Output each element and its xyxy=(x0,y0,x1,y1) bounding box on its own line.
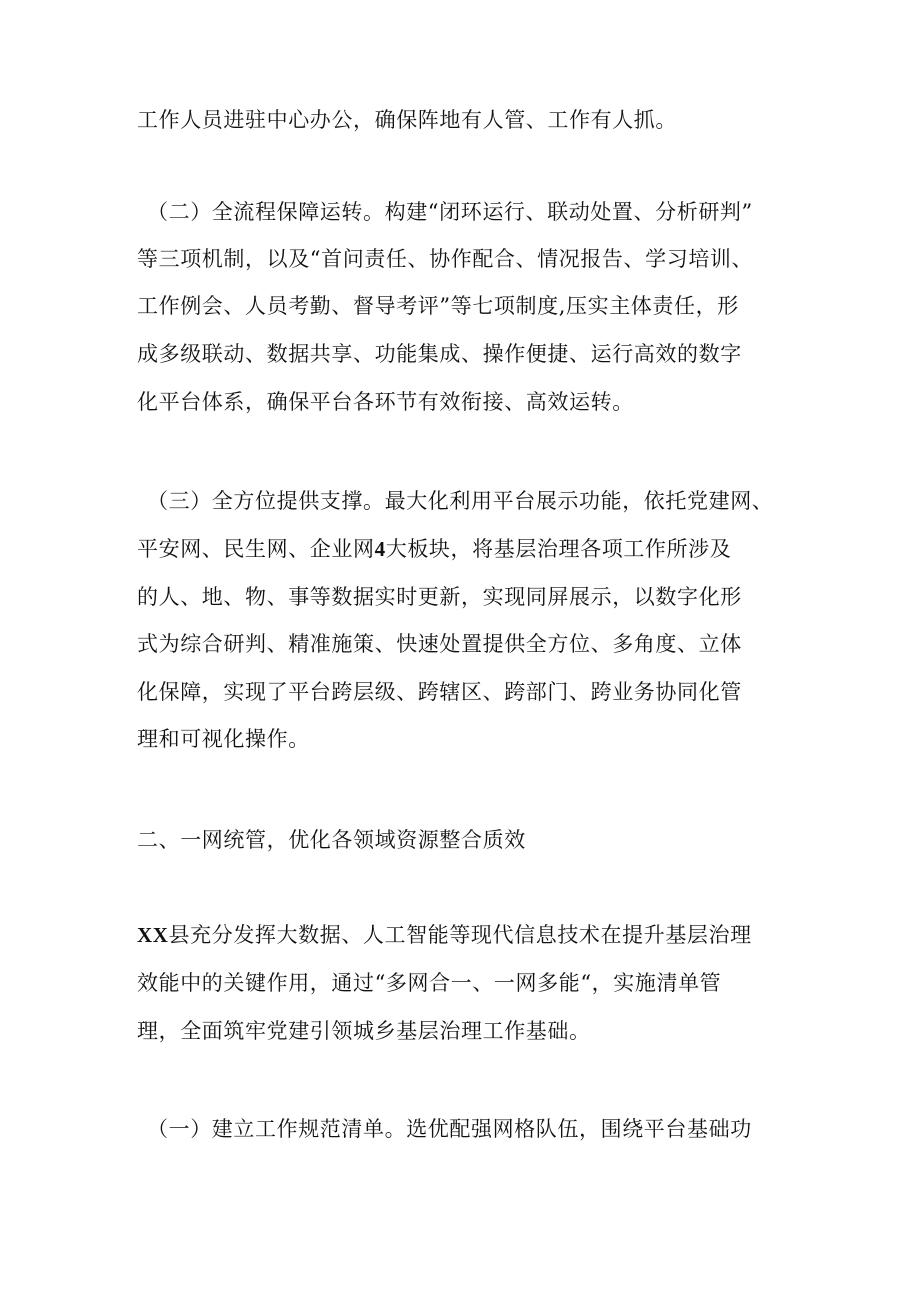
paragraph-line: 效能中的关键作用，通过“多网合一、一网多能“，实施清单管 xyxy=(137,971,722,995)
number-text: 4 xyxy=(374,537,386,561)
line-text: 平安网、民生网、企业网 xyxy=(137,537,375,561)
paragraph-line: 理，全面筑牢党建引领城乡基层治理工作基础。 xyxy=(137,1019,591,1043)
paragraph-line xyxy=(137,534,797,564)
paragraph-line: 等三项机制，以及“首问责任、协作配合、情况报告、学习培训、 xyxy=(137,247,754,271)
paragraph-line: 工作例会、人员考勤、督导考评”等七项制度,压实主体责任，形 xyxy=(137,294,739,318)
paragraph-line: 成多级联动、数据共享、功能集成、操作便捷、运行高效的数字 xyxy=(137,342,742,366)
paragraph-line: 理和可视化操作。 xyxy=(137,727,310,751)
paragraph-line: （三）全方位提供支撑。最大化利用平台展示功能，依托党建网、 xyxy=(147,489,774,513)
paragraph-line: 式为综合研判、精准施策、快速处置提供全方位、多角度、立体 xyxy=(137,632,742,656)
paragraph-line xyxy=(137,920,797,950)
paragraph-line: 化保障，实现了平台跨层级、跨辖区、跨部门、跨业务协同化管 xyxy=(137,680,742,704)
paragraph-line: （二）全流程保障运转。构建“闭环运行、联动处置、分析研判” xyxy=(147,200,753,224)
paragraph-line: 化平台体系，确保平台各环节有效衔接、高效运转。 xyxy=(137,390,634,414)
paragraph-line: 工作人员进驻中心办公，确保阵地有人管、工作有人抓。 xyxy=(137,108,677,132)
county-name: XX xyxy=(137,923,169,947)
paragraph-line: （一）建立工作规范清单。选优配强网格队伍，围绕平台基础功 xyxy=(147,1117,752,1141)
paragraph-line: 的人、地、物、事等数据实时更新，实现同屏展示，以数字化形 xyxy=(137,585,742,609)
section-heading: 二、一网统管，优化各领域资源整合质效 xyxy=(137,828,526,852)
line-text: 县充分发挥大数据、人工智能等现代信息技术在提升基层治理 xyxy=(168,923,752,947)
line-text: 大板块，将基层治理各项工作所涉及 xyxy=(385,537,732,561)
